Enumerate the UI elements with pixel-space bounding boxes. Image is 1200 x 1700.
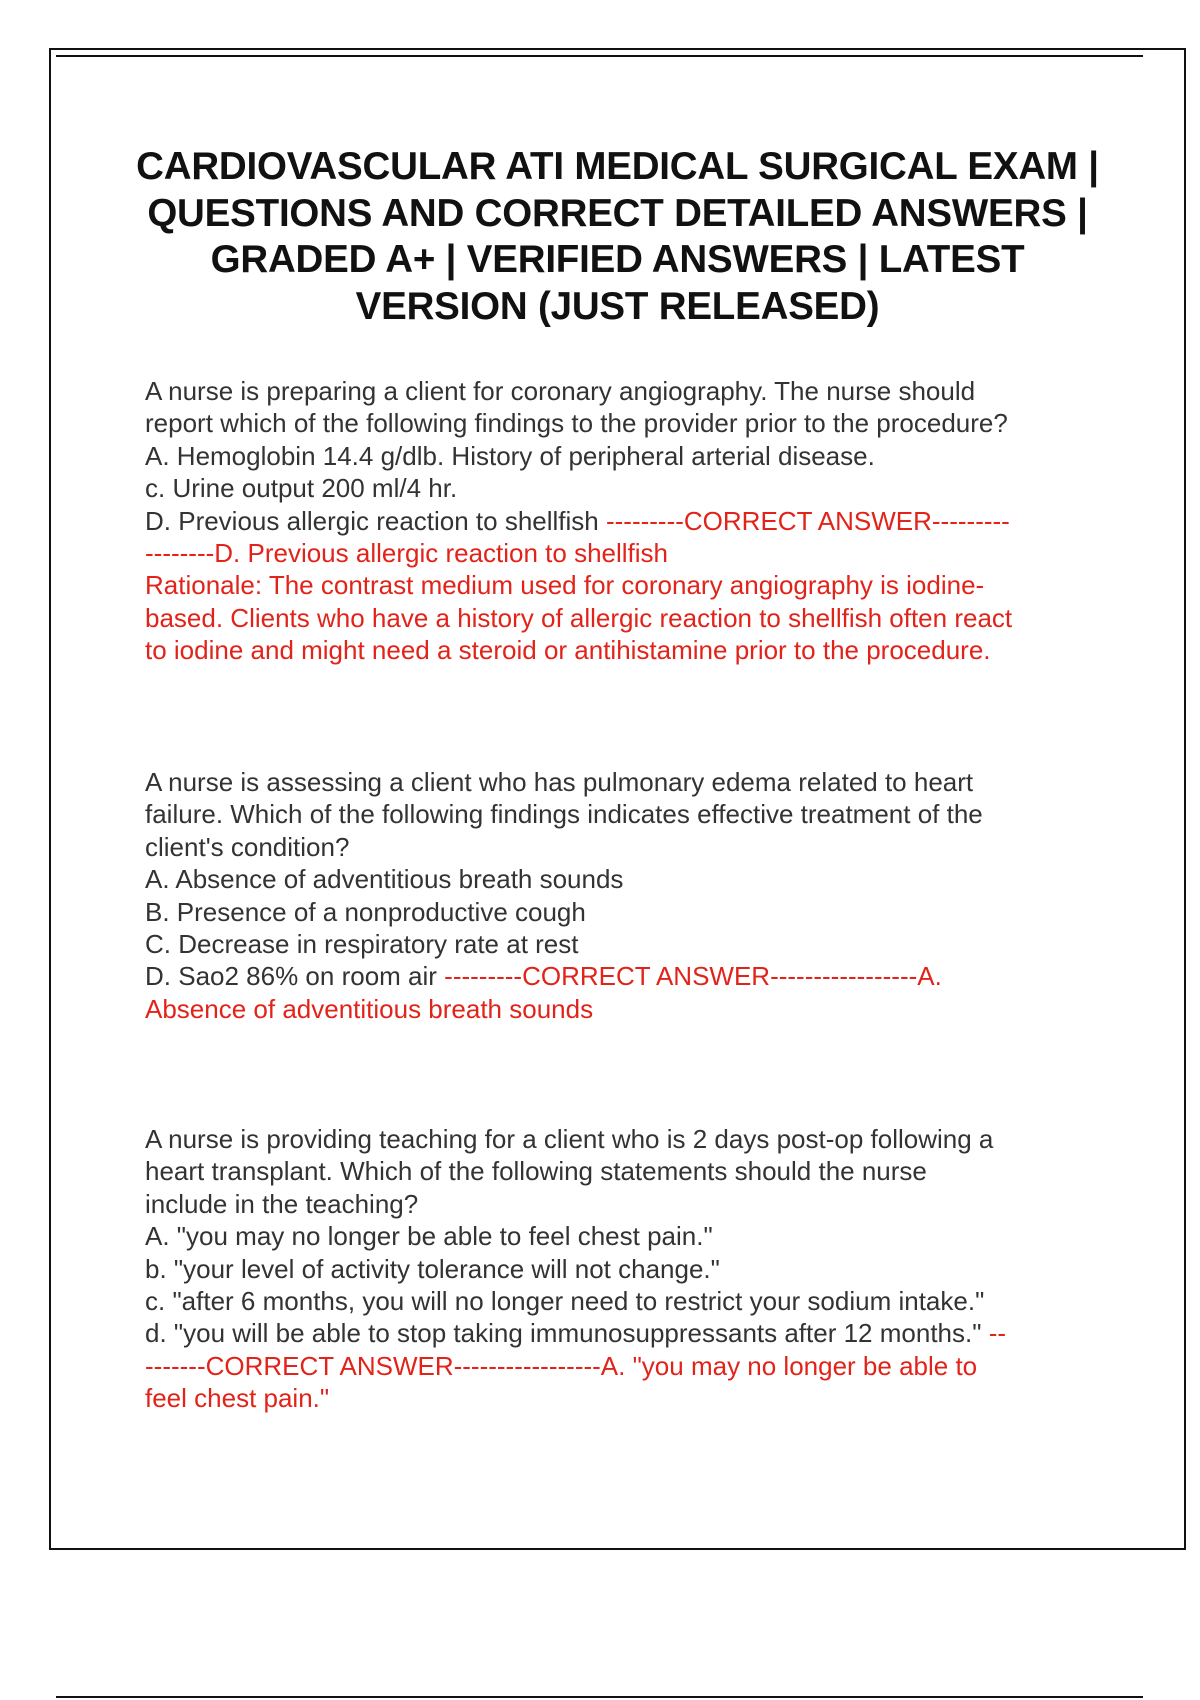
answer-option: c. Urine output 200 ml/4 hr.: [145, 473, 458, 504]
correct-answer-marker: ---------CORRECT ANSWER---------: [605, 505, 1010, 536]
question-block-3: [145, 1123, 1105, 1415]
correct-answer-marker: --: [988, 1318, 1007, 1349]
question-block-1: [145, 375, 1105, 667]
question-text: report which of the following findings to the provider prior to the procedure?: [145, 408, 1008, 439]
correct-answer: feel chest pain.": [145, 1383, 330, 1414]
question-text: heart transplant. Which of the following statements should the nurse: [145, 1156, 927, 1187]
rationale: Rationale: The contrast medium used for coronary angiography is iodine-: [145, 570, 985, 601]
correct-answer: -------CORRECT ANSWER-----------------A. "you may no longer be able to: [145, 1350, 978, 1381]
question-text: A nurse is providing teaching for a client who is 2 days post-op following a: [145, 1124, 994, 1154]
answer-option: A. Hemoglobin 14.4 g/dlb. History of peripheral arterial disease.: [145, 440, 875, 471]
question-block-2: [145, 766, 1105, 1025]
answer-option: A. "you may no longer be able to feel chest pain.": [145, 1221, 713, 1252]
question-text: failure. Which of the following findings indicates effective treatment of the: [145, 799, 983, 830]
bottom-rule: [56, 1696, 1143, 1698]
answer-option: C. Decrease in respiratory rate at rest: [145, 929, 579, 960]
answer-option: A. Absence of adventitious breath sounds: [145, 864, 624, 895]
answer-option: d. "you will be able to stop taking immunosuppressants after 12 months.": [145, 1318, 989, 1349]
question-text: A nurse is assessing a client who has pulmonary edema related to heart: [145, 767, 974, 797]
answer-option: D. Previous allergic reaction to shellfish: [145, 505, 606, 536]
correct-answer: Absence of adventitious breath sounds: [145, 993, 594, 1024]
answer-option: b. "your level of activity tolerance will not change.": [145, 1253, 720, 1284]
rationale: to iodine and might need a steroid or antihistamine prior to the procedure.: [145, 635, 991, 666]
question-text: A nurse is preparing a client for coronary angiography. The nurse should: [145, 376, 976, 406]
answer-option: D. Sao2 86% on room air: [145, 961, 445, 992]
correct-answer: --------D. Previous allergic reaction to shellfish: [145, 538, 669, 569]
answer-option: c. "after 6 months, you will no longer need to restrict your sodium intake.": [145, 1286, 985, 1317]
correct-answer-marker: ---------CORRECT ANSWER-----------------A.: [444, 961, 942, 992]
rationale: based. Clients who have a history of allergic reaction to shellfish often react: [145, 602, 1013, 633]
question-text: client's condition?: [145, 831, 350, 862]
document-title: CARDIOVASCULAR ATI MEDICAL SURGICAL EXAM | QUESTIONS AND CORRECT DETAILED ANSWERS | GRADED A+ | VERIFIED ANSWERS | LATEST VERSION (JUST RELEASED): [136, 145, 1099, 328]
answer-option: B. Presence of a nonproductive cough: [145, 896, 586, 927]
top-rule: [56, 55, 1143, 57]
question-text: include in the teaching?: [145, 1188, 419, 1219]
